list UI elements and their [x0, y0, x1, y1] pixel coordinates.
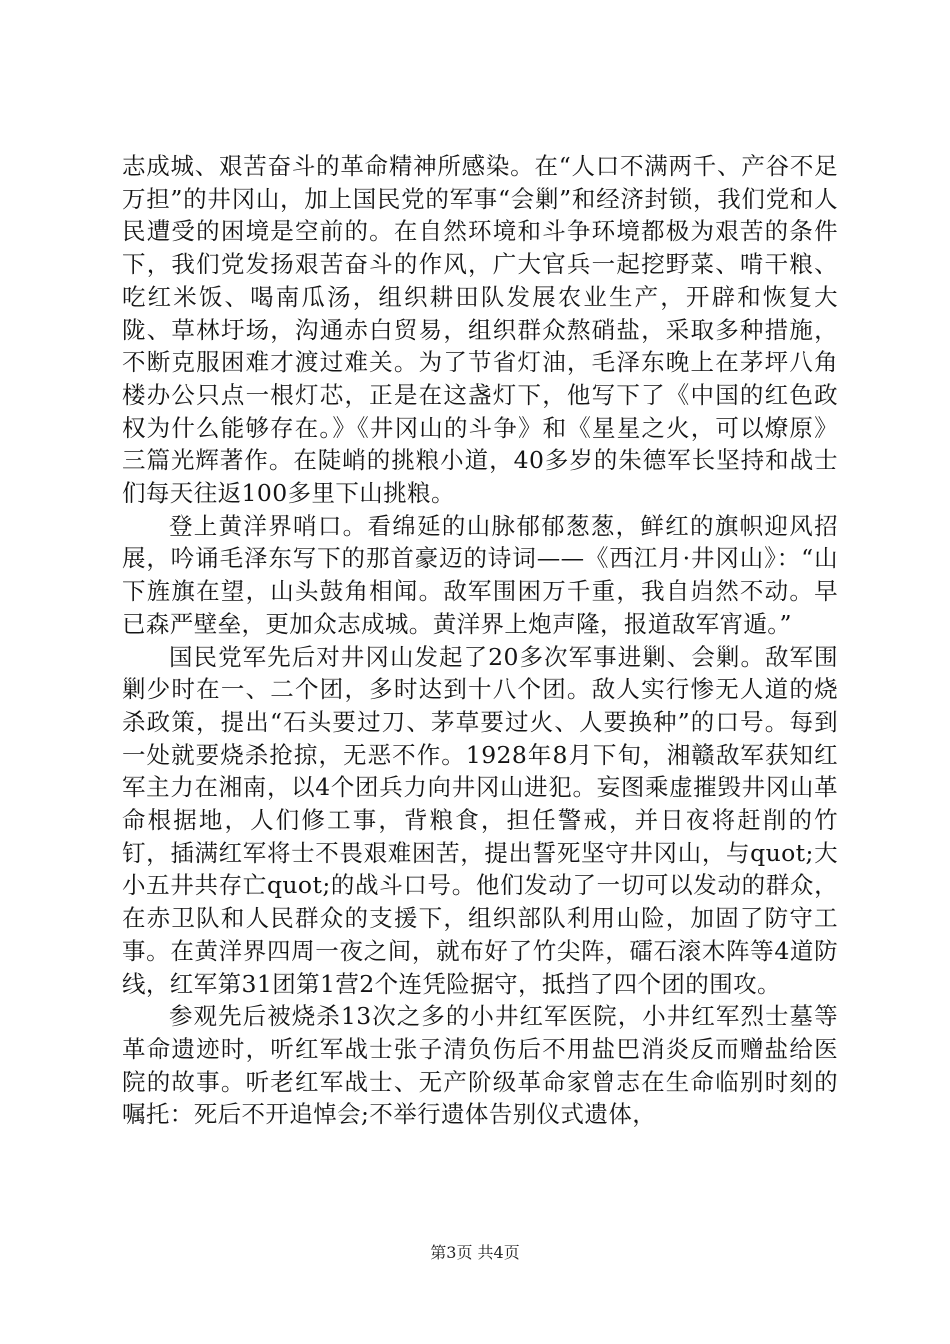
paragraph-4: 参观先后被烧杀13次之多的小井红军医院，小井红军烈士墓等革命遗迹时，听红军战士张子清负伤后不用盐巴消炎反而赠盐给医院的故事。听老红军战士、无产阶级革命家曾志在生命临别时刻的嘱托：死后不开追悼会;不举行遗体告别仪式遗体，	[122, 1002, 838, 1129]
document-body	[122, 150, 838, 1131]
paragraph-2: 登上黄洋界哨口。看绵延的山脉郁郁葱葱，鲜红的旗帜迎风招展，吟诵毛泽东写下的那首豪迈的诗词——《西江月·井冈山》：“山下旌旗在望，山头鼓角相闻。敌军围困万千重，我自岿然不动。早已森严壁垒，更加众志成城。黄洋界上炮声隆，报道敌军宵遁。”	[122, 511, 838, 638]
page-number-footer: 第3页 共4页	[430, 1243, 520, 1262]
paragraph-3: 国民党军先后对井冈山发起了20多次军事进剿、会剿。敌军围剿少时在一、二个团，多时达到十八个团。敌人实行惨无人道的烧杀政策，提出“石头要过刀、茅草要过火、人要换种”的口号。每到一处就要烧杀抢掠，无恶不作。1928年8月下旬，湘赣敌军获知红军主力在湘南，以4个团兵力向井冈山进犯。妄图乘虚摧毁井冈山革命根据地，人们修工事，背粮食，担任警戒，并日夜将赶削的竹钉，插满红军将士不畏艰难困苦，提出誓死坚守井冈山，与quot;大小五井共存亡quot;的战斗口号。他们发动了一切可以发动的群众，在赤卫队和人民群众的支援下，组织部队利用山险，加固了防守工事。在黄洋界四周一夜之间，就布好了竹尖阵，礌石滚木阵等4道防线，红军第31团第1营2个连凭险据守，抵挡了四个团的围攻。	[122, 642, 838, 998]
paragraph-1: 志成城、艰苦奋斗的革命精神所感染。在“人口不满两千、产谷不足万担”的井冈山，加上国民党的军事“会剿”和经济封锁，我们党和人民遭受的困境是空前的。在自然环境和斗争环境都极为艰苦的条件下，我们党发扬艰苦奋斗的作风，广大官兵一起挖野菜、啃干粮、吃红米饭、喝南瓜汤，组织耕田队发展农业生产，开辟和恢复大陇、草林圩场，沟通赤白贸易，组织群众熬硝盐，采取多种措施，不断克服困难才渡过难关。为了节省灯油，毛泽东晚上在茅坪八角楼办公只点一根灯芯，正是在这盏灯下，他写下了《中国的红色政权为什么能够存在。》《井冈山的斗争》和《星星之火，可以燎原》三篇光辉著作。在陡峭的挑粮小道，40多岁的朱德军长坚持和战士们每天往返100多里下山挑粮。	[122, 152, 838, 508]
